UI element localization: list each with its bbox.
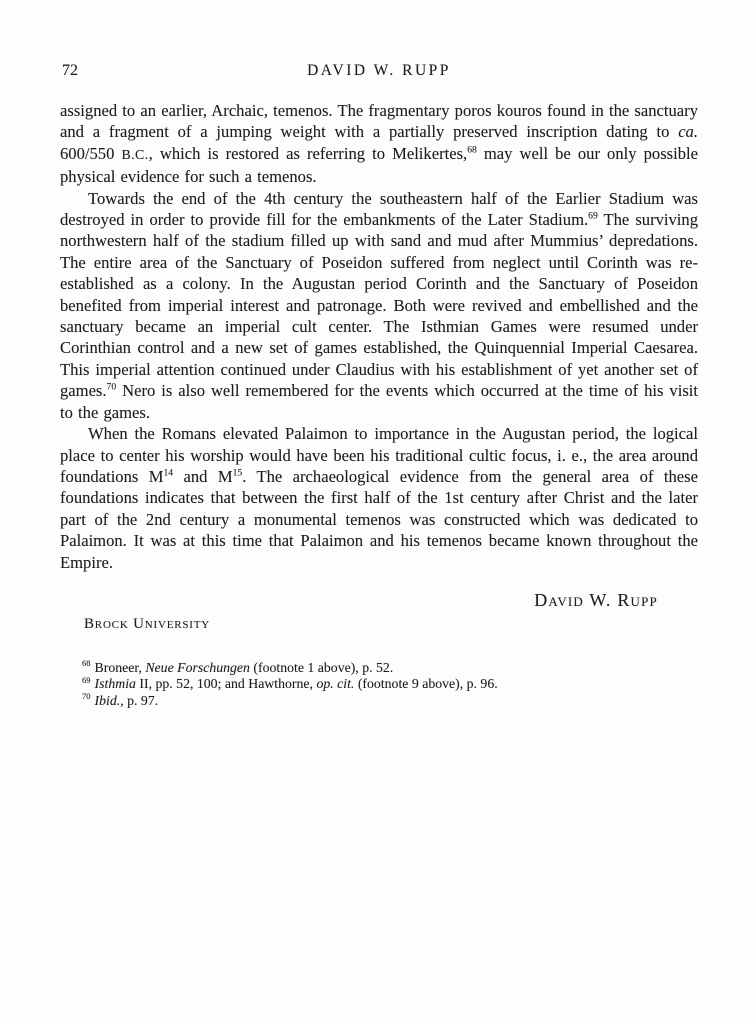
article-body	[60, 100, 698, 573]
footnotes	[60, 660, 698, 709]
body-paragraph-2: Towards the end of the 4th century the southeastern half of the Earlier Stadium was destroyed in order to provide fill for the embankments of the Later Stadium.$^{69}$ The surviving northwestern half of the stadium filled up with sand and mud after Mummius’ depredations. The entire area of the Sanctuary of Poseidon suffered from neglect until Corinth was re-established as a colony. In the Augustan period Corinth and the Sanctuary of Poseidon benefited from imperial interest and patronage. Both were revived and embellished and the sanctuary became an imperial cult center. The Isthmian Games were resumed under Corinthian control and a new set of games established, the Quinquennial Imperial Caesarea. This imperial attention continued under Claudius with his establishment of yet another set of games.$^{70}$ Nero is also well remembered for the events which occurred at the time of his visit to the games.	[60, 188, 699, 422]
author-signature: David W. Rupp	[534, 589, 658, 610]
footnote-69	[60, 676, 698, 692]
footnote-text: Broneer, Neue Forschungen (footnote 1 above), p. 52.	[94, 659, 394, 675]
footnote-text: Ibid., p. 97.	[94, 692, 159, 708]
running-head: DAVID W. RUPP	[307, 62, 451, 79]
footnote-marker: 69	[82, 674, 91, 685]
footnote-68	[60, 660, 698, 676]
footnote-marker: 68	[82, 658, 91, 669]
author-affiliation: Brock University	[84, 615, 210, 632]
page-header	[60, 62, 698, 80]
page-number: 72	[62, 62, 78, 79]
body-paragraph-1: assigned to an earlier, Archaic, temenos. The fragmentary poros kouros found in the sanctuary and a fragment of a jumping weight with a partially preserved inscription dating to ca. 600/550 B.C., which is restored as referring to Melikertes,$^{68}$ may well be our only possible physical evidence for such a temenos.	[60, 101, 698, 187]
footnote-text: Isthmia II, pp. 52, 100; and Hawthorne, op. cit. (footnote 9 above), p. 96.	[94, 676, 498, 692]
footnote-70	[60, 693, 698, 709]
footnote-marker: 70	[82, 691, 91, 702]
body-paragraph-3: When the Romans elevated Palaimon to importance in the Augustan period, the logical place to center his worship would have been his traditional cultic focus, i. e., the area around foundations $M^{14}$ and $M^{15}$. The archaeological evidence from the general area of these foundations indicates that between the first half of the 1st century after Christ and the later part of the 2nd century a monumental temenos was constructed which was dedicated to Palaimon. It was at this time that Palaimon and his temenos became known throughout the Empire.	[60, 424, 698, 572]
